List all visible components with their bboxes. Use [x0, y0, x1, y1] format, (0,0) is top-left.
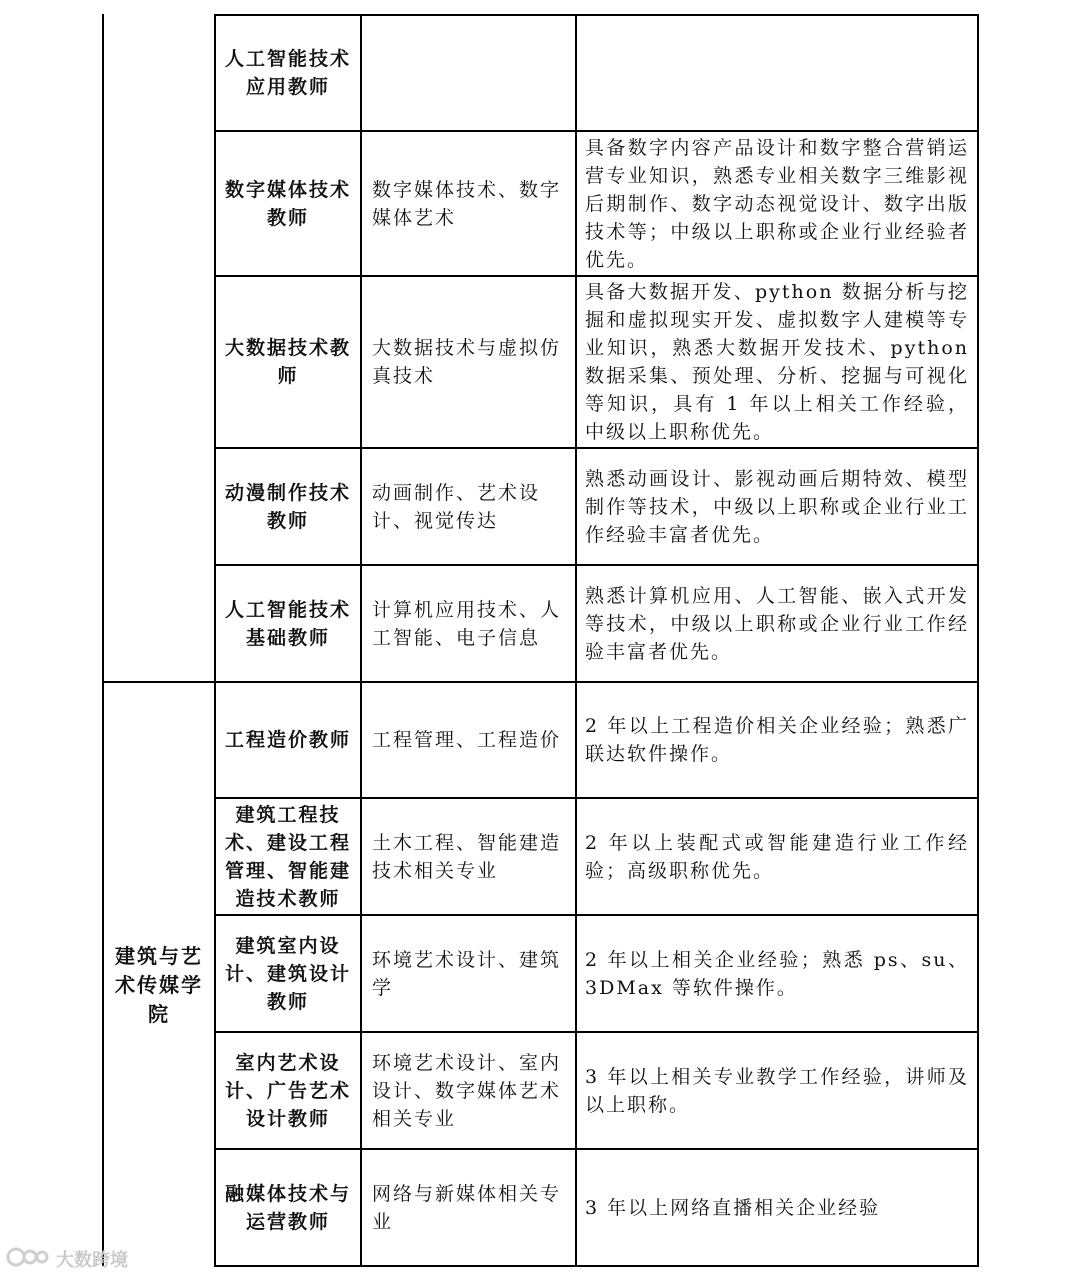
watermark-logo-icon [6, 1244, 50, 1275]
major-text: 网络与新媒体相关专业 [372, 1182, 562, 1233]
major-cell [362, 799, 575, 914]
position-text: 大数据技术教师 [224, 337, 351, 387]
major-text: 数字媒体技术、数字媒体艺术 [372, 178, 562, 229]
requirement-cell [577, 16, 977, 130]
major-cell [362, 1150, 575, 1265]
position-cell [216, 132, 360, 275]
major-text: 环境艺术设计、室内设计、数字媒体艺术相关专业 [372, 1051, 562, 1130]
major-text: 工程管理、工程造价 [372, 729, 562, 751]
requirement-cell [577, 1150, 977, 1265]
position-text: 动漫制作技术教师 [224, 481, 351, 532]
major-cell [362, 916, 575, 1031]
major-cell [362, 132, 575, 275]
position-cell [216, 1150, 360, 1265]
table-border-left [102, 14, 104, 1266]
requirement-text: 熟悉计算机应用、人工智能、嵌入式开发等技术，中级以上职称或企业行业工作经验丰富者优先。 [585, 584, 969, 663]
requirement-text: 熟悉动画设计、影视动画后期特效、模型制作等技术，中级以上职称或企业行业工作经验丰富者优先。 [585, 467, 969, 546]
requirement-cell [577, 449, 977, 564]
position-text: 人工智能技术基础教师 [224, 598, 351, 649]
requirement-cell [577, 277, 977, 447]
requirement-cell [577, 132, 977, 275]
position-cell [216, 277, 360, 447]
position-cell [216, 683, 360, 797]
major-cell [362, 449, 575, 564]
watermark-text: 大数跨境 [56, 1250, 128, 1271]
major-cell [362, 1033, 575, 1148]
table-border-bottom [214, 1265, 979, 1267]
position-text: 数字媒体技术教师 [224, 178, 351, 229]
major-text: 大数据技术与虚拟仿真技术 [372, 337, 562, 387]
college-name: 建筑与艺术传媒学院 [115, 943, 203, 1026]
position-cell [216, 799, 360, 914]
position-cell [216, 916, 360, 1031]
major-text: 环境艺术设计、建筑学 [372, 948, 562, 999]
requirement-cell [577, 566, 977, 681]
position-cell [216, 16, 360, 130]
requirement-text: 3 年以上网络直播相关企业经验 [585, 1196, 881, 1219]
major-text: 动画制作、艺术设计、视觉传达 [372, 481, 541, 532]
requirement-text: 3 年以上相关专业教学工作经验，讲师及以上职称。 [585, 1065, 969, 1116]
requirement-cell [577, 799, 977, 914]
watermark [6, 1244, 128, 1274]
requirement-text: 具备大数据开发、python 数据分析与挖掘和虚拟现实开发、虚拟数字人建模等专业知识，熟悉大数据开发技术、python数据采集、预处理、分析、挖掘与可视化等知识，具有 1 年以上相关工作经验，中级以上职称优先。 [585, 281, 969, 443]
requirement-text: 具备数字内容产品设计和数字整合营销运营专业知识，熟悉专业相关数字三维影视后期制作、数字动态视觉设计、数字出版技术等；中级以上职称或企业行业经验者优先。 [585, 136, 969, 271]
position-text: 建筑工程技术、建设工程管理、智能建造技术教师 [224, 803, 351, 910]
position-cell [216, 1033, 360, 1148]
position-text: 融媒体技术与运营教师 [224, 1182, 351, 1233]
requirement-text: 2 年以上工程造价相关企业经验；熟悉广联达软件操作。 [585, 715, 969, 765]
position-text: 建筑室内设计、建筑设计教师 [224, 934, 351, 1013]
requirement-cell [577, 916, 977, 1031]
table-border-right [977, 14, 979, 1266]
position-text: 人工智能技术应用教师 [224, 48, 351, 98]
requirement-cell [577, 683, 977, 797]
requirement-text: 2 年以上相关企业经验；熟悉 ps、su、3DMax 等软件操作。 [585, 948, 969, 999]
major-text: 土木工程、智能建造技术相关专业 [372, 831, 562, 882]
position-text: 室内艺术设计、广告艺术设计教师 [224, 1051, 351, 1130]
major-cell [362, 683, 575, 797]
major-cell [362, 566, 575, 681]
major-cell [362, 16, 575, 130]
major-text: 计算机应用技术、人工智能、电子信息 [372, 598, 562, 649]
position-cell [216, 566, 360, 681]
requirement-text: 2 年以上装配式或智能建造行业工作经验；高级职称优先。 [585, 831, 969, 882]
position-text: 工程造价教师 [224, 729, 351, 751]
requirement-cell [577, 1033, 977, 1148]
position-cell [216, 449, 360, 564]
major-cell [362, 277, 575, 447]
